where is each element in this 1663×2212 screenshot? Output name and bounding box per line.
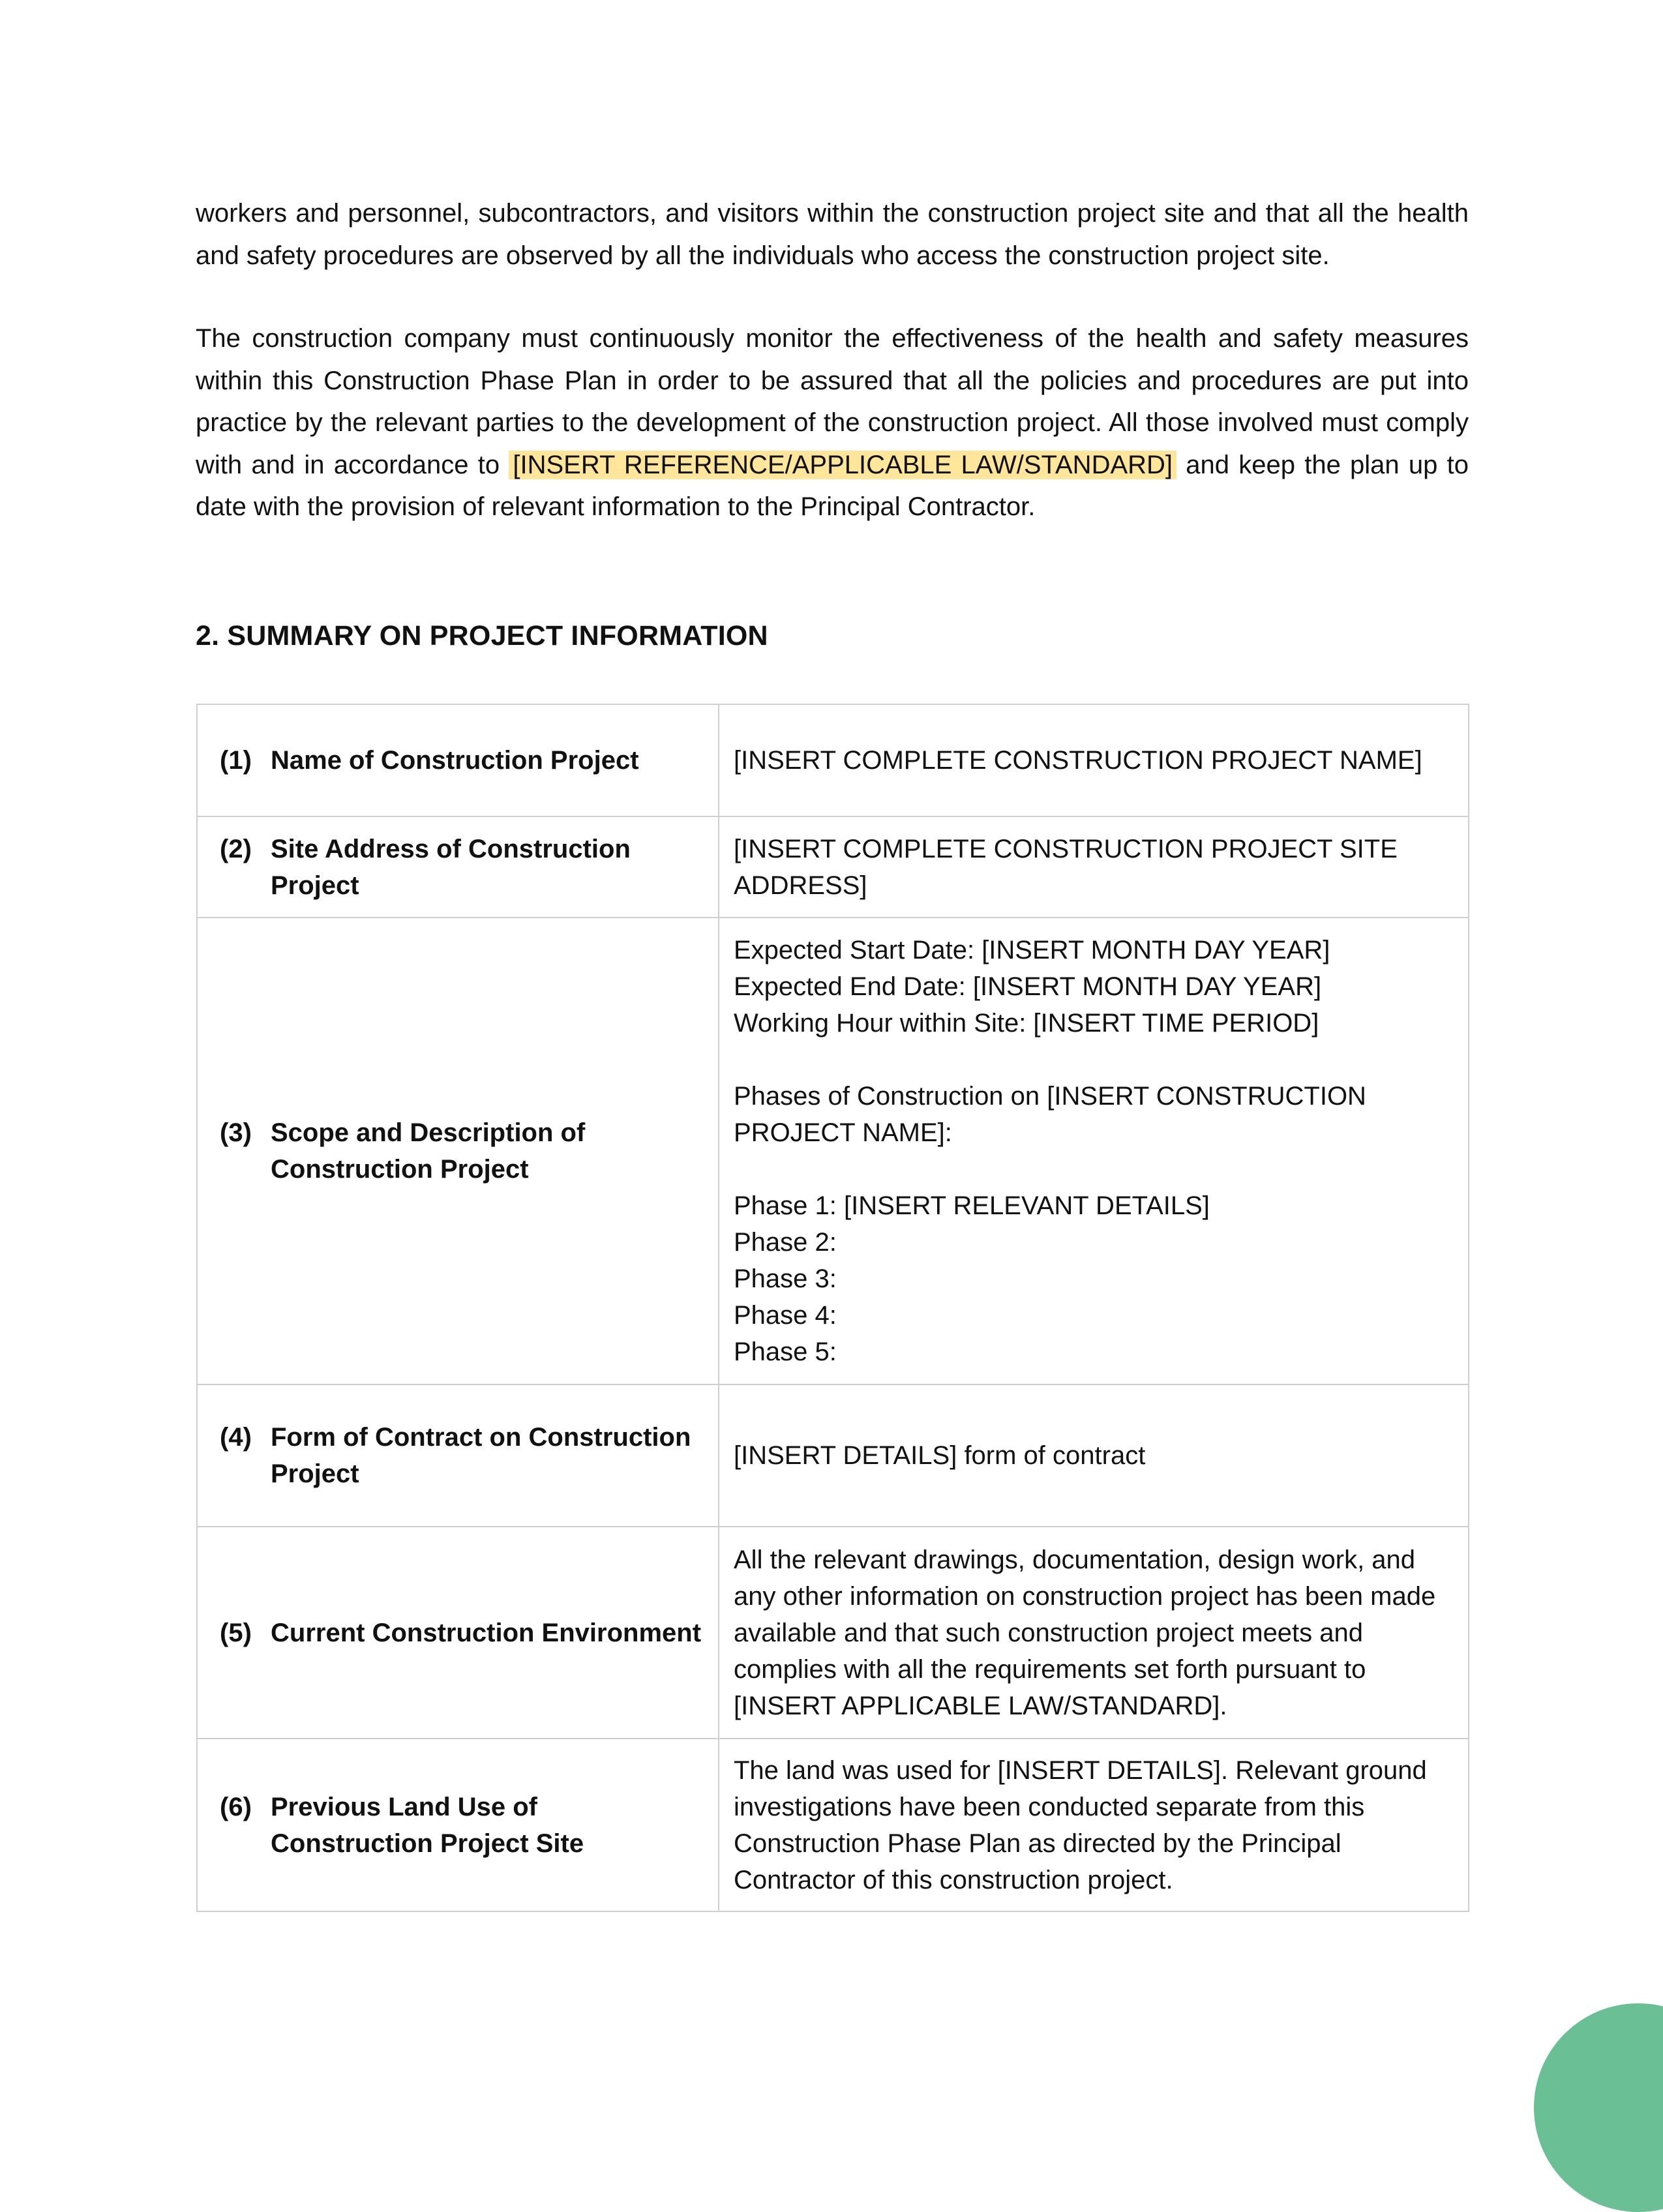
row-value-cell [719, 1384, 1469, 1527]
row-value-line: Phase 4: [734, 1301, 837, 1330]
row-value-line: Phase 5: [734, 1338, 837, 1366]
section-heading: 2. SUMMARY ON PROJECT INFORMATION [196, 620, 768, 651]
table-row [197, 704, 1469, 816]
row-label-cell [197, 918, 719, 1384]
table-row [197, 1527, 1469, 1739]
row-label: Previous Land Use of Construction Project Site [271, 1792, 584, 1858]
project-info-table [196, 704, 1469, 1912]
row-value-cell [719, 704, 1469, 816]
row-number: (3) [220, 1118, 252, 1147]
body-text [196, 192, 1469, 528]
row-label-cell [197, 1527, 719, 1739]
table-row [197, 1384, 1469, 1527]
row-label: Current Construction Environment [271, 1618, 702, 1647]
row-number: (5) [220, 1618, 252, 1647]
row-value-line: Phase 2: [734, 1228, 837, 1257]
row-value-line: All the relevant drawings, documentation, design work, and any other information on construction project has been made available and that such construction project meets and complies with all the requirements set forth pursuant to [INSERT APPLICABLE LAW/STANDARD]. [734, 1545, 1436, 1720]
row-label-cell [197, 704, 719, 816]
row-value-line: [INSERT COMPLETE CONSTRUCTION PROJECT NAME] [734, 746, 1422, 775]
row-value-line: [INSERT COMPLETE CONSTRUCTION PROJECT SITE ADDRESS] [734, 834, 1398, 900]
row-value-cell [719, 1527, 1469, 1739]
paragraph-safety-scope: workers and personnel, subcontractors, and visitors within the construction project site and that all the health and safety procedures are observed by all the individuals who access the construction project site. [196, 199, 1469, 270]
row-value-cell [719, 816, 1469, 918]
row-value-cell [719, 918, 1469, 1384]
table-row [197, 1739, 1469, 1911]
paragraph-monitoring-text-end: and keep the plan up to date with the provision of relevant information to the Principal Contractor. [196, 450, 1469, 521]
row-value-line: Phase 1: [INSERT RELEVANT DETAILS] [734, 1191, 1210, 1220]
row-label: Site Address of Construction Project [271, 834, 631, 900]
row-value-line: Phase 3: [734, 1264, 837, 1293]
paragraph-monitoring-text-start: The construction company must continuously monitor the effectiveness of the health and safety measures within this Construction Phase Plan in order to be assured that all the policies and procedures are put into practice by the relevant parties to the development of the construction project. All those involved must comply with and in accordance to [196, 324, 1469, 479]
row-label: Form of Contract on Construction Project [271, 1423, 691, 1488]
row-label: Scope and Description of Construction Project [271, 1118, 586, 1184]
paragraph-monitoring [196, 318, 1469, 528]
row-value-line: Phases of Construction on [INSERT CONSTRUCTION PROJECT NAME]: [734, 1082, 1366, 1147]
row-value-cell [719, 1739, 1469, 1911]
row-label-cell [197, 1384, 719, 1527]
row-number: (2) [220, 834, 252, 863]
row-label-cell [197, 1739, 719, 1911]
row-number: (6) [220, 1792, 252, 1821]
row-value-line: [INSERT DETAILS] form of contract [734, 1441, 1146, 1470]
row-value-line [734, 1041, 1454, 1078]
row-value-line: Working Hour within Site: [INSERT TIME PERIOD] [734, 1009, 1319, 1038]
row-value-line: Expected Start Date: [INSERT MONTH DAY YEAR] [734, 936, 1330, 964]
row-value-line: The land was used for [INSERT DETAILS]. Relevant ground investigations have been conducted separate from this Construction Phase Plan as directed by the Principal Contractor of this construction project. [734, 1756, 1427, 1894]
row-label: Name of Construction Project [271, 746, 639, 775]
table-row [197, 816, 1469, 918]
row-value-line [734, 1151, 1454, 1188]
row-label-cell [197, 816, 719, 918]
row-number: (1) [220, 746, 252, 775]
row-number: (4) [220, 1423, 252, 1452]
placeholder-reference-law: [INSERT REFERENCE/APPLICABLE LAW/STANDARD] [509, 451, 1176, 479]
table-row [197, 918, 1469, 1384]
row-value-line: Expected End Date: [INSERT MONTH DAY YEAR] [734, 972, 1322, 1001]
decorative-corner-circle [1534, 2003, 1663, 2212]
